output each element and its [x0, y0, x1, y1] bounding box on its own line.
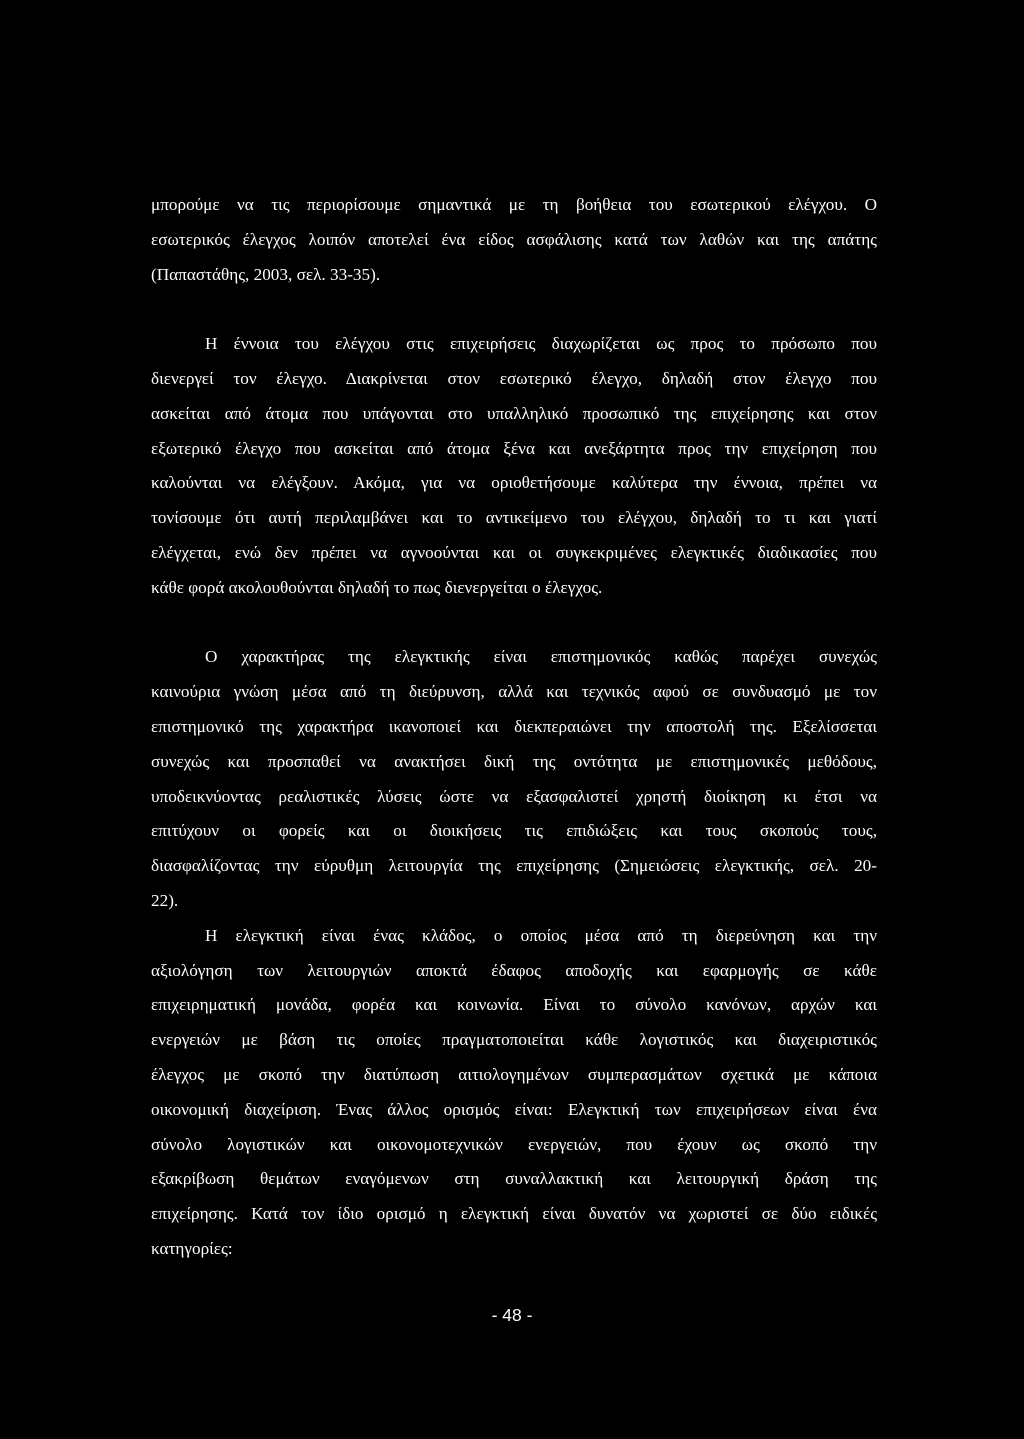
text-line: κατηγορίες: [151, 1238, 233, 1258]
text-line: επιστημονικό της χαρακτήρα ικανοποιεί και διεκπεραιώνει την αποστολή της. Εξελίσσεται [151, 716, 877, 736]
paragraph [151, 334, 877, 612]
paragraph [151, 926, 877, 1274]
paragraph [151, 647, 877, 925]
text-line: επιχειρηματική μονάδα, φορέα και κοινωνία. Είναι το σύνολο κανόνων, αρχών και [151, 995, 877, 1015]
text-line: έλεγχος με σκοπό την διατύπωση αιτιολογημένων συμπερασμάτων σχετικά με κάποια [151, 1064, 877, 1084]
text-line: ασκείται από άτομα που υπάγονται στο υπαλληλικό προσωπικό της επιχείρησης και στον [151, 403, 877, 423]
text-line: σύνολο λογιστικών και οικονομοτεχνικών ενεργειών, που έχουν ως σκοπό την [151, 1134, 877, 1154]
text-line: καινούρια γνώση μέσα από τη διεύρυνση, αλλά και τεχνικός αφού σε συνδυασμό με τον [151, 682, 877, 702]
text-line: Η ελεγκτική είναι ένας κλάδος, ο οποίος μέσα από τη διερεύνηση και την [205, 925, 877, 945]
body-text [151, 195, 877, 1274]
text-line: ελέγχεται, ενώ δεν πρέπει να αγνοούνται και οι συγκεκριμένες ελεγκτικές διαδικασίες που [151, 542, 877, 562]
text-line: οικονομική διαχείριση. Ένας άλλος ορισμός είναι: Ελεγκτική των επιχειρήσεων είναι ένα [151, 1099, 877, 1119]
text-line: επιχείρησης. Κατά τον ίδιο ορισμό η ελεγκτική είναι δυνατόν να χωριστεί σε δύο ειδικές [151, 1204, 877, 1224]
text-line: κάθε φορά ακολουθούνται δηλαδή το πως διενεργείται ο έλεγχος. [151, 577, 603, 597]
text-line: ενεργειών με βάση τις οποίες πραγματοποιείται κάθε λογιστικός και διαχειριστικός [151, 1030, 877, 1050]
page-number: - 48 - [491, 1305, 533, 1325]
text-line: αξιολόγηση των λειτουργιών αποκτά έδαφος αποδοχής και εφαρμογής σε κάθε [151, 960, 877, 980]
text-line: μπορούμε να τις περιορίσουμε σημαντικά με τη βοήθεια του εσωτερικού ελέγχου. Ο [151, 195, 877, 214]
text-line: εξακρίβωση θεμάτων εναγόμενων στη συναλλακτική και λειτουργική δράση της [151, 1169, 877, 1189]
text-line: 22). [151, 890, 179, 910]
text-line: διασφαλίζοντας την εύρυθμη λειτουργία της επιχείρησης (Σημειώσεις ελεγκτικής, σελ. 20- [151, 856, 877, 876]
paragraph-spacer [151, 613, 877, 648]
text-line: (Παπαστάθης, 2003, σελ. 33-35). [151, 264, 381, 284]
paragraph [151, 195, 877, 299]
text-line: επιτύχουν οι φορείς και οι διοικήσεις τις επιδιώξεις και τους σκοπούς τους, [151, 821, 877, 841]
text-line: τονίσουμε ότι αυτή περιλαμβάνει και το αντικείμενο του ελέγχου, δηλαδή το τι και γιατί [151, 508, 877, 528]
text-line: εξωτερικό έλεγχο που ασκείται από άτομα ξένα και ανεξάρτητα προς την επιχείρηση που [151, 438, 877, 458]
text-line: υποδεικνύοντας ρεαλιστικές λύσεις ώστε να εξασφαλιστεί χρηστή διοίκηση κι έτσι να [151, 786, 877, 806]
text-line: συνεχώς και προσπαθεί να ανακτήσει δική της οντότητα με επιστημονικές μεθόδους, [151, 751, 877, 771]
text-line: Ο χαρακτήρας της ελεγκτικής είναι επιστημονικός καθώς παρέχει συνεχώς [205, 647, 877, 667]
text-line: καλούνται να ελέγξουν. Ακόμα, για να οριοθετήσουμε καλύτερα την έννοια, πρέπει να [151, 473, 877, 493]
text-line: εσωτερικός έλεγχος λοιπόν αποτελεί ένα είδος ασφάλισης κατά των λαθών και της απάτης [151, 229, 877, 249]
text-line: Η έννοια του ελέγχου στις επιχειρήσεις διαχωρίζεται ως προς το πρόσωπο που [205, 334, 877, 354]
paragraph-spacer [151, 299, 877, 334]
text-line: διενεργεί τον έλεγχο. Διακρίνεται στον εσωτερικό έλεγχο, δηλαδή στον έλεγχο που [151, 368, 877, 388]
